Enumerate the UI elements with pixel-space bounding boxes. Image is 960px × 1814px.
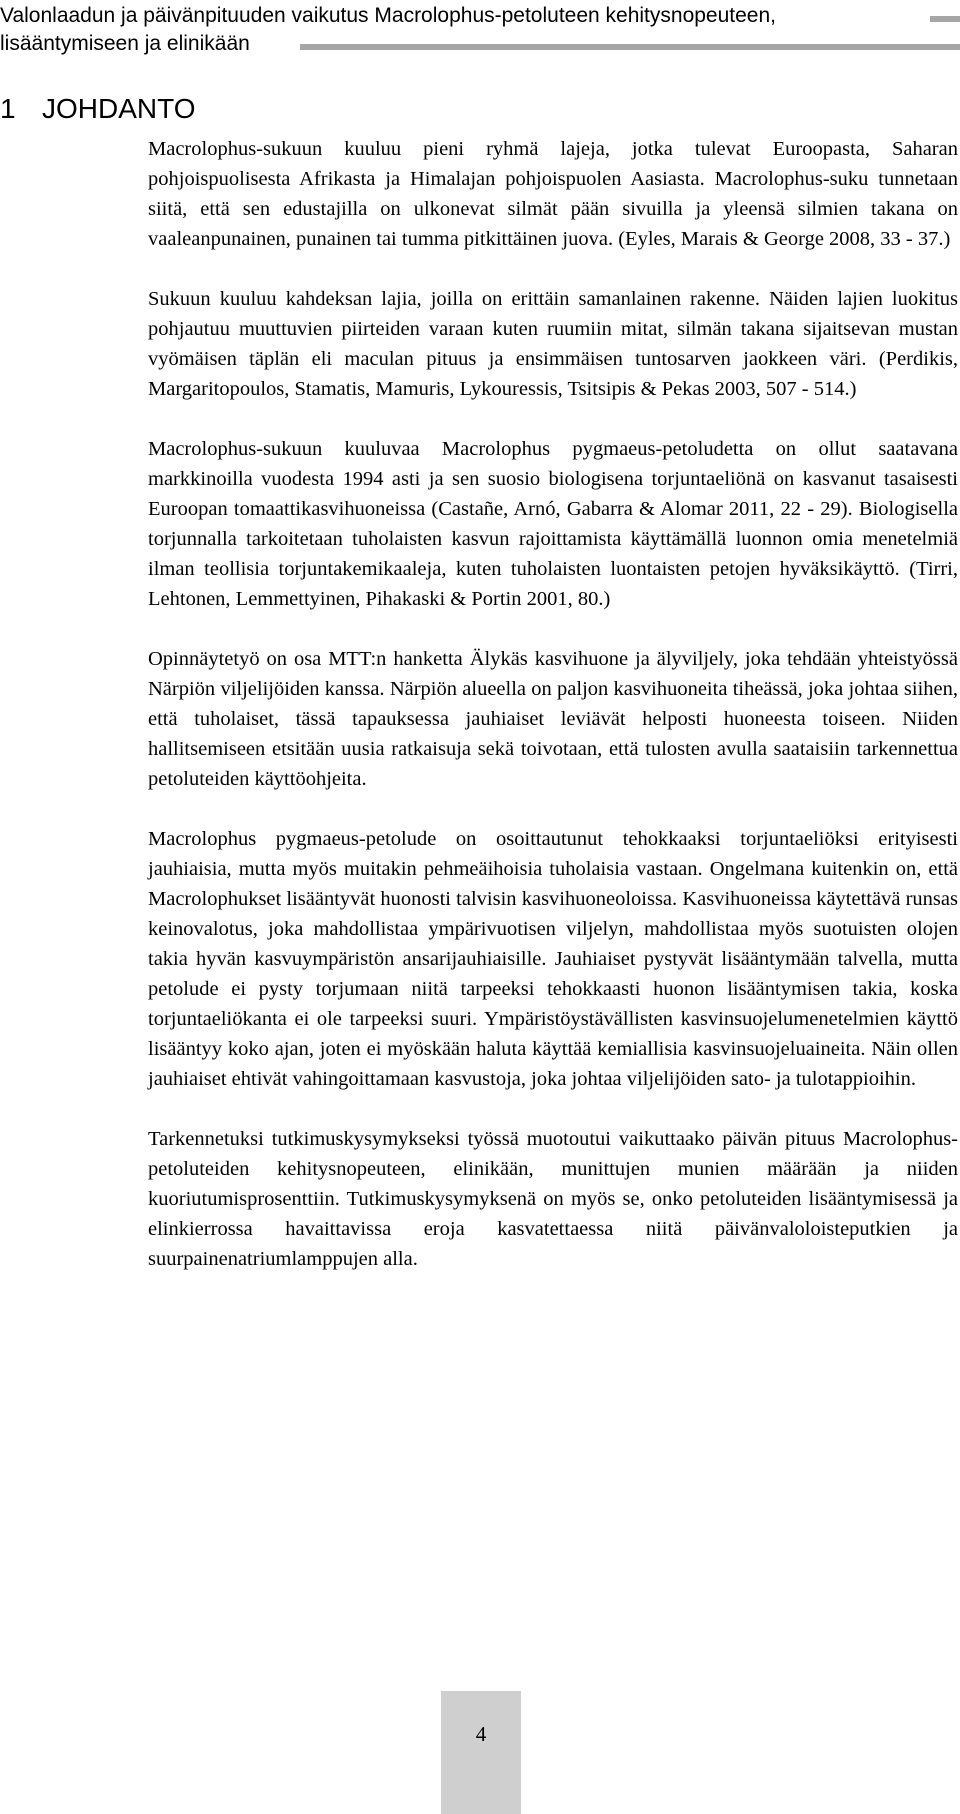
running-header-line-1: Valonlaadun ja päivänpituuden vaikutus Macrolophus-petoluteen kehitysnopeuteen,	[0, 4, 776, 27]
paragraph-2: Sukuun kuuluu kahdeksan lajia, joilla on erittäin samanlainen rakenne. Näiden lajien luokitus pohjautuu muuttuvien piirteiden varaan kuten ruumiin mitat, silmän takana sijaitsevan mustan vyömäisen täplän eli maculan pituus ja ensimmäisen tuntosarven jaokkeen väri. (Perdikis, Margaritopoulos, Stamatis, Mamuris, Lykouressis, Tsitsipis & Pekas 2003, 507 - 514.)	[148, 288, 958, 400]
paragraph-4: Opinnäytetyö on osa MTT:n hanketta Älykäs kasvihuone ja älyviljely, joka tehdään yhteistyössä Närpiön viljelijöiden kanssa. Närpiön alueella on paljon kasvihuoneita tiheässä, joka johtaa siihen, että tuholaiset, tässä tapauksessa jauhiaiset leviävät helposti huoneesta toiseen. Niiden hallitsemiseen etsitään uusia ratkaisuja sekä toivotaan, että tulosten avulla saataisiin tarkennettua petoluteiden käyttöohjeita.	[148, 648, 958, 790]
chapter-title: JOHDANTO	[42, 93, 196, 124]
body-text	[148, 134, 958, 1274]
running-header	[0, 0, 960, 62]
page-number: 4	[475, 1722, 487, 1746]
page-number-box	[441, 1691, 521, 1814]
chapter-heading	[0, 92, 196, 126]
running-header-line-2: lisääntymiseen ja elinikään	[0, 32, 250, 55]
paragraph-6: Tarkennetuksi tutkimuskysymykseksi työssä muotoutui vaikuttaako päivän pituus Macrolophus-petoluteiden kehitysnopeuteen, elinikään, munittujen munien määrään ja niiden kuoriutumisprosenttiin. Tutkimuskysymyksenä on myös se, onko petoluteiden lisääntymisessä ja elinkierrossa havaittavissa eroja kasvatettaessa niitä päivänvaloloisteputkien ja suurpainenatriumlamppujen alla.	[148, 1128, 958, 1270]
paragraph-3: Macrolophus-sukuun kuuluvaa Macrolophus pygmaeus-petoludetta on ollut saatavana markkinoilla vuodesta 1994 asti ja sen suosio biologisena torjuntaeliönä on kasvanut tasaisesti Euroopan tomaattikasvihuoneissa (Castañe, Arnó, Gabarra & Alomar 2011, 22 - 29). Biologisella torjunnalla tarkoitetaan tuholaisten kasvun rajoittamista käyttämällä luonnon omia menetelmiä ilman teollisia torjuntakemikaaleja, kuten tuholaisten luontaisten petojen hyväksikäyttö. (Tirri, Lehtonen, Lemmettyinen, Pihakaski & Portin 2001, 80.)	[148, 438, 958, 610]
header-rule-1	[930, 16, 960, 22]
paragraph-1: Macrolophus-sukuun kuuluu pieni ryhmä lajeja, jotka tulevat Euroopasta, Saharan pohjoispuolisesta Afrikasta ja Himalajan pohjoispuolen Aasiasta. Macrolophus-suku tunnetaan siitä, että sen edustajilla on ulkonevat silmät pään sivuilla ja yleensä silmien takana on vaaleanpunainen, punainen tai tumma pitkittäinen juova. (Eyles, Marais & George 2008, 33 - 37.)	[148, 138, 958, 250]
paragraph-5: Macrolophus pygmaeus-petolude on osoittautunut tehokkaaksi torjuntaeliöksi erityisesti jauhiaisia, mutta myös muitakin pehmeäihoisia tuholaisia vastaan. Ongelmana kuitenkin on, että Macrolophukset lisääntyvät huonosti talvisin kasvihuoneoloissa. Kasvihuoneissa käytettävä runsas keinovalotus, joka mahdollistaa ympärivuotisen viljelyn, mahdollistaa myös suotuisten olojen takia hyvän kasvuympäristön ansarijauhiaisille. Jauhiaiset pystyvät lisääntymään talvella, mutta petolude ei pysty torjumaan niitä tarpeeksi tehokkaasti huonon lisääntymisen takia, koska torjuntaeliökanta ei ole tarpeeksi suuri. Ympäristöystävällisten kasvinsuojelumenetelmien käyttö lisääntyy koko ajan, joten ei myöskään haluta käyttää kemiallisia kasvinsuojeluaineita. Näin ollen jauhiaiset ehtivät vahingoittamaan kasvustoja, joka johtaa viljelijöiden sato- ja tulotappioihin.	[148, 828, 958, 1090]
chapter-number: 1	[0, 93, 16, 124]
header-rule-2	[300, 44, 960, 50]
